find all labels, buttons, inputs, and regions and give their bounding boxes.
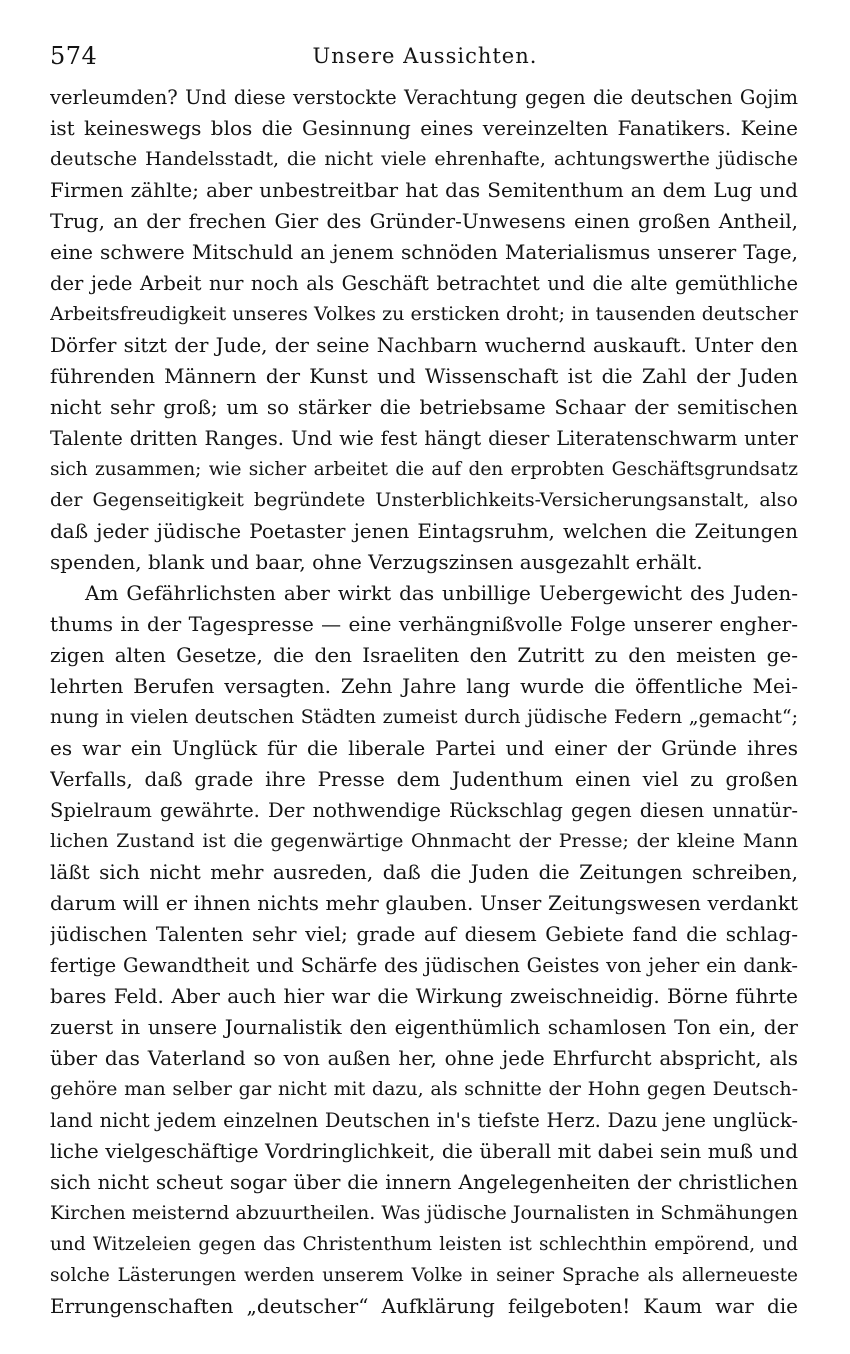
text-line: Verfalls, daß grade ihre Presse dem Judenthum einen viel zu großen — [50, 767, 798, 791]
text-line: solche Lästerungen werden unserem Volke in seiner Sprache als allerneueste — [50, 1265, 798, 1286]
text-line: Kirchen meisternd abzuurtheilen. Was jüdische Journalisten in Schmähungen — [50, 1202, 798, 1224]
text-line: über das Vaterland so von außen her, ohne jede Ehrfurcht abspricht, als — [50, 1046, 798, 1070]
text-line: nicht sehr groß; um so stärker die betriebsame Schaar der semitischen — [50, 395, 798, 419]
text-line: sich zusammen; wie sicher arbeitet die auf den erprobten Geschäftsgrundsatz — [50, 459, 798, 480]
text-line: bares Feld. Aber auch hier war die Wirkung zweischneidig. Börne führte — [50, 984, 798, 1008]
text-line: daß jeder jüdische Poetaster jenen Eintagsruhm, welchen die Zeitungen — [50, 519, 798, 543]
text-line: zuerst in unsere Journalistik den eigenthümlich schamlosen Ton ein, der — [50, 1015, 798, 1039]
text-line: läßt sich nicht mehr ausreden, daß die Juden die Zeitungen schreiben, — [50, 860, 798, 884]
text-line: Trug, an der frechen Gier des Gründer-Unwesens einen großen Antheil, — [50, 209, 798, 233]
text-line: jüdischen Talenten sehr viel; grade auf diesem Gebiete fand die schlag- — [50, 922, 798, 946]
text-line: Firmen zählte; aber unbestreitbar hat das Semitenthum an dem Lug und — [50, 178, 798, 202]
text-line: lehrten Berufen versagten. Zehn Jahre lang wurde die öffentliche Mei- — [50, 674, 798, 698]
page-number: 574 — [50, 42, 98, 70]
text-line: nung in vielen deutschen Städten zumeist durch jüdische Federn „gemacht“; — [50, 706, 798, 728]
running-title: Unsere Aussichten. — [312, 44, 538, 68]
text-line: Dörfer sitzt der Jude, der seine Nachbarn wuchernd auskauft. Unter den — [50, 333, 798, 357]
body-text — [50, 82, 798, 1322]
paragraph-first-line: Am Gefährlichsten aber wirkt das unbillige Uebergewicht des Juden- — [85, 581, 798, 605]
text-line: sich nicht scheut sogar über die innern Angelegenheiten der christlichen — [50, 1170, 798, 1194]
text-line: deutsche Handelsstadt, die nicht viele ehrenhafte, achtungswerthe jüdische — [50, 148, 798, 170]
text-line: es war ein Unglück für die liberale Partei und einer der Gründe ihres — [50, 736, 798, 760]
text-line: Arbeitsfreudigkeit unseres Volkes zu ersticken droht; in tausenden deutscher — [50, 303, 798, 325]
text-line: der jede Arbeit nur noch als Geschäft betrachtet und die alte gemüthliche — [50, 272, 798, 295]
text-line: Spielraum gewährte. Der nothwendige Rückschlag gegen diesen unnatür- — [50, 799, 798, 822]
text-line: und Witzeleien gegen das Christenthum leisten ist schlechthin empörend, und — [50, 1234, 798, 1255]
text-line: gehöre man selber gar nicht mit dazu, als schnitte der Hohn gegen Deutsch- — [50, 1078, 798, 1100]
paragraph-last-line: spenden, blank und baar, ohne Verzugszinsen ausgezahlt erhält. — [50, 550, 703, 574]
text-line: Errungenschaften „deutscher“ Aufklärung feilgeboten! Kaum war die — [50, 1294, 798, 1318]
page-header — [50, 38, 800, 72]
text-line: der Gegenseitigkeit begründete Unsterblichkeits-Versicherungsanstalt, also — [50, 489, 798, 511]
text-line: zigen alten Gesetze, die den Israeliten den Zutritt zu den meisten ge- — [50, 643, 798, 667]
text-line: eine schwere Mitschuld an jenem schnöden Materialismus unserer Tage, — [50, 240, 798, 264]
text-line: land nicht jedem einzelnen Deutschen in's tiefste Herz. Dazu jene unglück- — [50, 1109, 798, 1132]
text-line: darum will er ihnen nichts mehr glauben. Unser Zeitungswesen verdankt — [50, 891, 798, 915]
text-line: führenden Männern der Kunst und Wissenschaft ist die Zahl der Juden — [50, 364, 798, 388]
text-line: fertige Gewandtheit und Schärfe des jüdischen Geistes von jeher ein dank- — [50, 954, 798, 977]
text-line: liche vielgeschäftige Vordringlichkeit, die überall mit dabei sein muß und — [50, 1139, 798, 1163]
text-line: Talente dritten Ranges. Und wie fest hängt dieser Literatenschwarm unter — [50, 427, 798, 450]
text-line: verleumden? Und diese verstockte Verachtung gegen die deutschen Gojim — [50, 86, 798, 109]
text-line: ist keineswegs blos die Gesinnung eines vereinzelten Fanatikers. Keine — [50, 116, 798, 140]
text-line: lichen Zustand ist die gegenwärtige Ohnmacht der Presse; der kleine Mann — [50, 830, 798, 852]
text-line: thums in der Tagespresse — eine verhängnißvolle Folge unserer engher- — [50, 612, 798, 636]
